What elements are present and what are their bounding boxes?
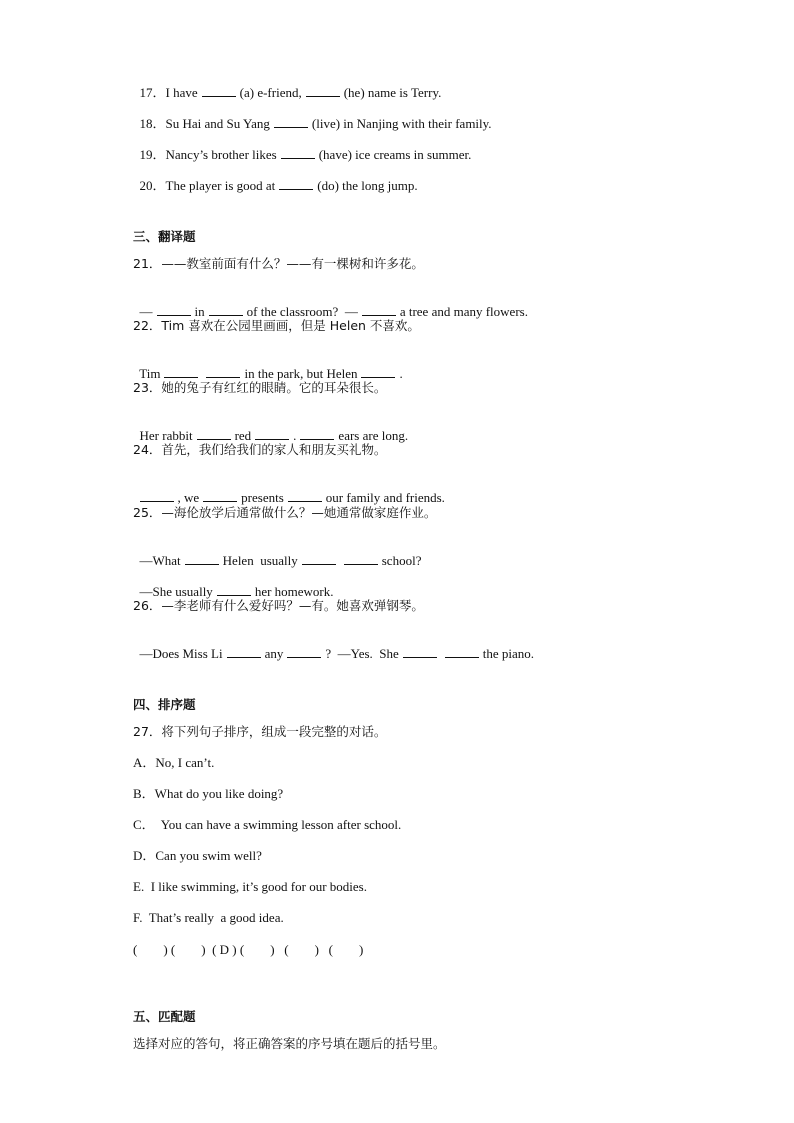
question-26-answer: —Does Miss Li any ? —Yes. She the piano. <box>139 646 535 661</box>
answer-blank[interactable] <box>255 427 289 440</box>
question-24-answer: , we presents our family and friends. <box>133 473 445 506</box>
answer-blank[interactable] <box>203 489 237 502</box>
answer-blank[interactable] <box>344 552 378 565</box>
option-f: F. That’s really a good idea. <box>133 910 284 925</box>
answer-blank[interactable] <box>302 552 336 565</box>
ordering-answer-row[interactable]: ( ) ( ) ( D ) ( ) ( ) ( ) <box>133 942 364 957</box>
question-23-prompt: 23．她的兔子有红红的眼睛。它的耳朵很长。 <box>133 380 387 395</box>
answer-blank[interactable] <box>227 645 261 658</box>
answer-blank[interactable] <box>362 303 396 316</box>
matching-instruction: 选择对应的答句，将正确答案的序号填在题后的括号里。 <box>133 1036 446 1051</box>
question-21-answer: — in of the classroom? — a tree and many flowers. <box>139 304 528 319</box>
answer-blank[interactable] <box>185 552 219 565</box>
answer-blank[interactable] <box>281 146 315 159</box>
answer-blank[interactable] <box>300 427 334 440</box>
answer-blank[interactable] <box>157 303 191 316</box>
question-25-prompt: 25．—海伦放学后通常做什么？—她通常做家庭作业。 <box>133 505 437 520</box>
option-c: C． You can have a swimming lesson after school. <box>133 817 402 832</box>
option-d: D．Can you swim well? <box>133 848 262 863</box>
answer-blank[interactable] <box>274 115 308 128</box>
section-title-translation: 三、翻译题 <box>133 229 196 244</box>
answer-blank[interactable] <box>140 489 174 502</box>
answer-blank[interactable] <box>288 489 322 502</box>
question-18: 18．Su Hai and Su Yang (live) in Nanjing with their family. <box>139 116 492 131</box>
option-e: E. I like swimming, it’s good for our bodies. <box>133 879 367 894</box>
question-21-prompt: 21．——教室前面有什么？——有一棵树和许多花。 <box>133 256 424 271</box>
question-20: 20．The player is good at (do) the long jump. <box>139 178 418 193</box>
question-26-prompt: 26．—李老师有什么爱好吗？—有。她喜欢弹钢琴。 <box>133 598 424 613</box>
answer-blank[interactable] <box>209 303 243 316</box>
option-a: A．No, I can’t. <box>133 755 215 770</box>
question-22-answer: Tim in the park, but Helen . <box>139 366 403 381</box>
question-25-answer-2: —She usually her homework. <box>139 584 334 599</box>
question-22-prompt: 22．Tim 喜欢在公园里画画，但是 Helen 不喜欢。 <box>133 318 420 333</box>
answer-blank[interactable] <box>217 583 251 596</box>
section-title-ordering: 四、排序题 <box>133 697 196 712</box>
question-23-answer: Her rabbit red . ears are long. <box>139 428 409 443</box>
answer-blank[interactable] <box>197 427 231 440</box>
section-title-matching: 五、匹配题 <box>133 1009 196 1024</box>
answer-blank[interactable] <box>164 365 198 378</box>
question-25-answer-1: —What Helen usually school? <box>139 553 422 568</box>
answer-blank[interactable] <box>445 645 479 658</box>
answer-blank[interactable] <box>287 645 321 658</box>
question-19: 19．Nancy’s brother likes (have) ice creams in summer. <box>139 147 472 162</box>
question-24-prompt: 24．首先，我们给我们的家人和朋友买礼物。 <box>133 442 387 457</box>
answer-blank[interactable] <box>206 365 240 378</box>
question-27-prompt: 27．将下列句子排序，组成一段完整的对话。 <box>133 724 387 739</box>
answer-blank[interactable] <box>279 177 313 190</box>
option-b: B．What do you like doing? <box>133 786 284 801</box>
answer-blank[interactable] <box>202 84 236 97</box>
answer-blank[interactable] <box>361 365 395 378</box>
answer-blank[interactable] <box>403 645 437 658</box>
answer-blank[interactable] <box>306 84 340 97</box>
question-17: 17．I have (a) e-friend, (he) name is Terry. <box>139 85 442 100</box>
